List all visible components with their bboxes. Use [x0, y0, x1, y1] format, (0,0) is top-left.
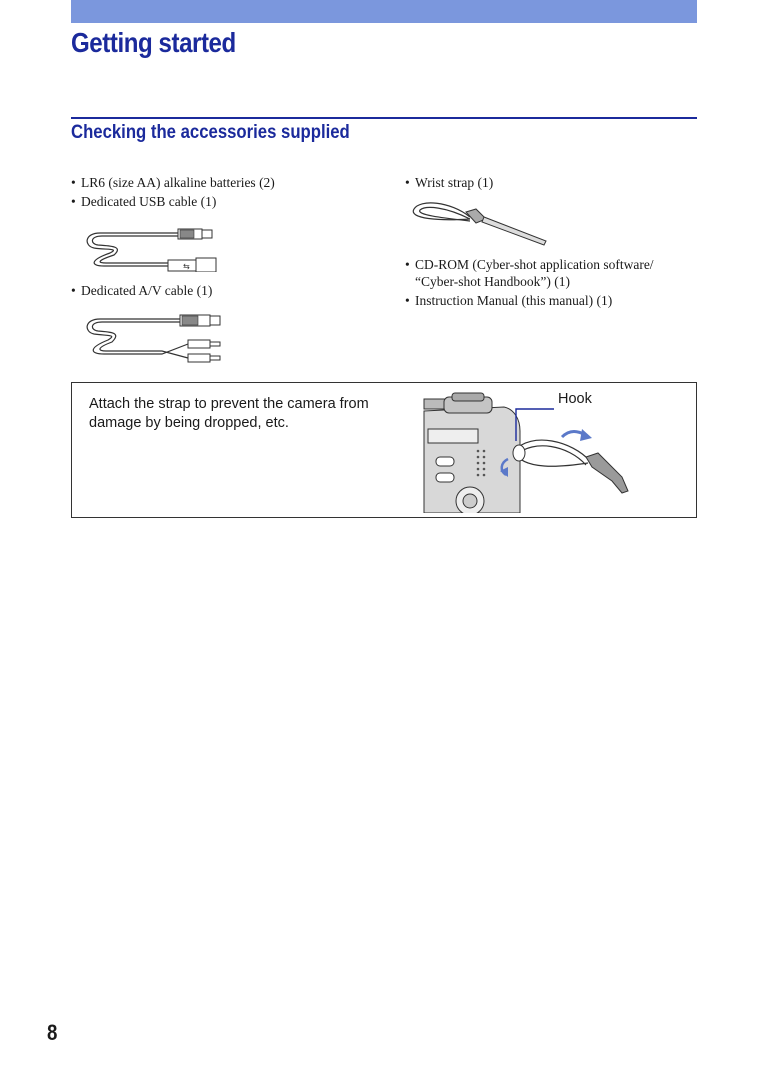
hook-label: Hook [558, 391, 592, 407]
strap-note-box [71, 382, 697, 518]
usb-cable-illustration [80, 222, 225, 272]
cdrom-label-line1: CD-ROM (Cyber-shot application software/ [415, 257, 654, 272]
bullet: • [71, 175, 76, 190]
cdrom-label-line2: “Cyber-shot Handbook”) (1) [415, 274, 570, 289]
list-item-av-cable [71, 282, 212, 299]
list-item-wrist-strap [405, 174, 493, 191]
manual-label: Instruction Manual (this manual) (1) [415, 293, 613, 308]
batteries-label: LR6 (size AA) alkaline batteries (2) [81, 175, 275, 190]
list-item-batteries [71, 174, 275, 191]
section-divider [71, 117, 697, 119]
bullet: • [405, 257, 410, 272]
wrist-strap-label: Wrist strap (1) [415, 175, 494, 190]
svg-text:⇆: ⇆ [183, 262, 190, 271]
av-cable-label: Dedicated A/V cable (1) [81, 283, 213, 298]
page-title: Getting started [71, 27, 236, 58]
bullet: • [405, 293, 410, 308]
section-title: Checking the accessories supplied [71, 122, 350, 143]
list-item-usb-cable [71, 193, 216, 210]
strap-note-text: Attach the strap to prevent the camera from damage by being dropped, etc. [89, 396, 369, 431]
list-item-cdrom [405, 256, 654, 290]
bullet: • [71, 194, 76, 209]
bullet: • [405, 175, 410, 190]
bullet: • [71, 283, 76, 298]
wrist-strap-illustration [410, 197, 555, 249]
av-cable-illustration [80, 310, 225, 365]
header-color-bar [71, 0, 697, 23]
page-number: 8 [47, 1020, 58, 1045]
camera-strap-illustration [422, 391, 632, 513]
usb-cable-label: Dedicated USB cable (1) [81, 194, 217, 209]
list-item-manual [405, 292, 612, 309]
